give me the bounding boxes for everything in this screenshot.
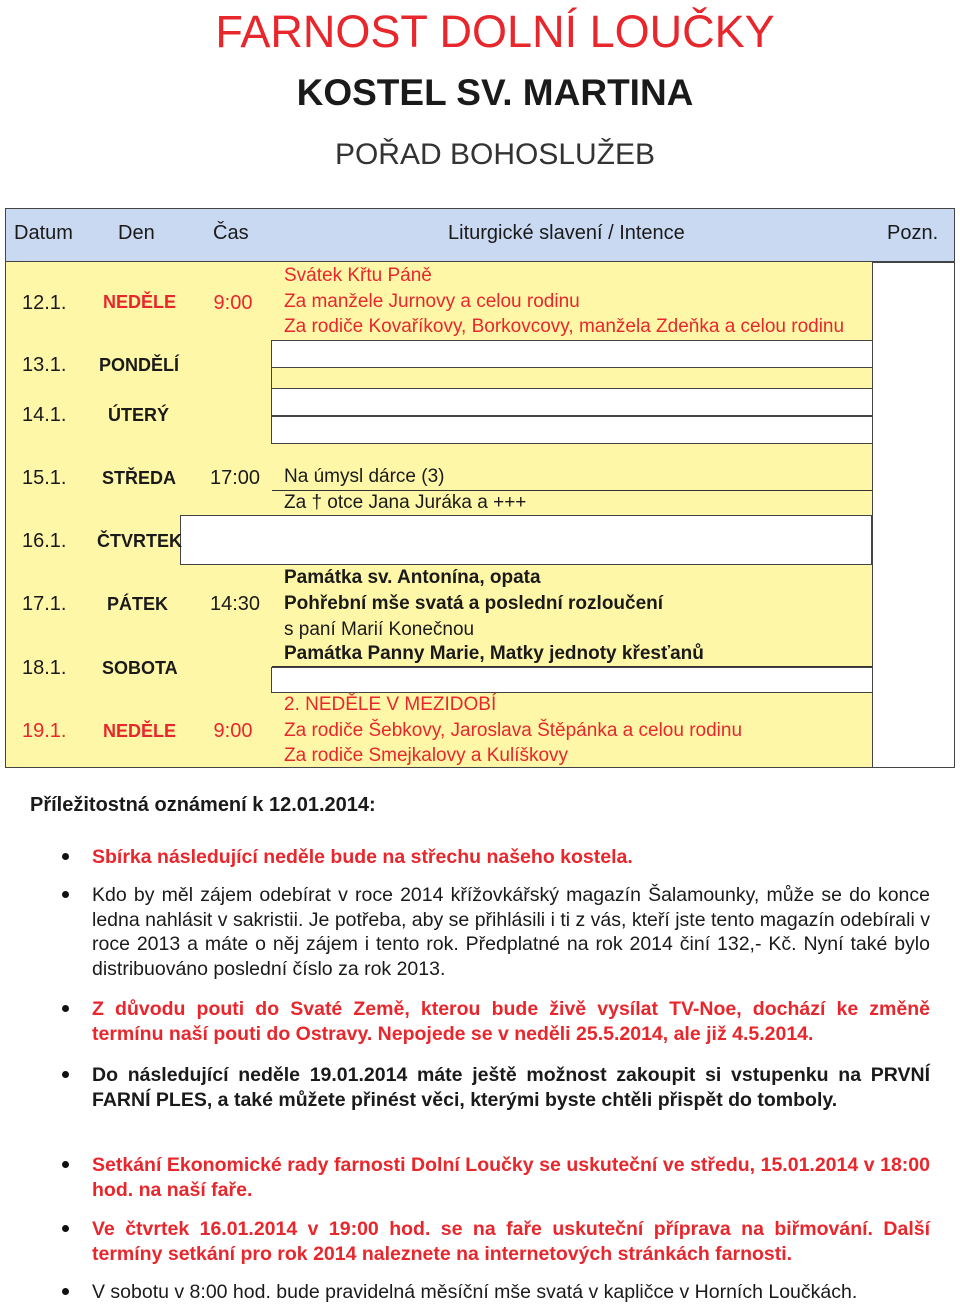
parish-title: FARNOST DOLNÍ LOUČKY xyxy=(215,6,775,57)
announcement-item: Ve čtvrtek 16.01.2014 v 19:00 hod. se na faře uskuteční příprava na biřmování. Další termíny setkání pro rok 2014 naleznete na internetových stránkách farnosti. xyxy=(92,1218,930,1265)
col-header-date: Datum xyxy=(14,222,73,244)
row-divider xyxy=(272,666,872,667)
feast-name: Památka sv. Antonína, opata xyxy=(284,567,541,588)
bullet-icon xyxy=(62,891,69,898)
col-header-liturgy: Liturgické slavení / Intence xyxy=(448,222,685,244)
row-time: 17:00 xyxy=(209,467,261,489)
row-date: 16.1. xyxy=(22,530,67,552)
announcement-item: Z důvodu pouti do Svaté Země, kterou bude živě vysílat TV-Noe, dochází ke změně termínu naší pouti do Ostravy. Nepojede se v neděli 25.5.2014, ale již 4.5.2014. xyxy=(92,998,930,1045)
row-divider xyxy=(272,490,872,491)
feast-name: Památka Panny Marie, Matky jednoty křesťanů xyxy=(284,643,704,664)
row-day: PONDĚLÍ xyxy=(99,355,180,375)
row-date: 13.1. xyxy=(22,354,67,376)
bullet-icon xyxy=(62,1071,69,1078)
col-header-time: Čas xyxy=(213,222,249,244)
intention: Za rodiče Kovaříkovy, Borkovcovy, manžela Zdeňka a celou rodinu xyxy=(284,316,845,337)
bullet-icon xyxy=(62,853,69,860)
bullet-icon xyxy=(62,1225,69,1232)
row-time: 9:00 xyxy=(213,292,253,314)
blank-cell-thu xyxy=(180,515,872,565)
church-title: KOSTEL SV. MARTINA xyxy=(296,72,694,113)
row-day: PÁTEK xyxy=(107,594,169,614)
row-date: 12.1. xyxy=(22,292,67,314)
row-day: SOBOTA xyxy=(102,658,178,678)
col-header-day: Den xyxy=(118,222,155,244)
feast-name: Svátek Křtu Páně xyxy=(284,265,432,286)
intention: Na úmysl dárce (3) xyxy=(284,466,445,487)
row-day: STŘEDA xyxy=(102,468,177,488)
bullet-icon xyxy=(62,1005,69,1012)
row-day: ČTVRTEK xyxy=(97,531,182,551)
announcement-item: V sobotu v 8:00 hod. bude pravidelná měsíční mše svatá v kapličce v Horních Loučkách. xyxy=(92,1281,858,1303)
intention: s paní Marií Konečnou xyxy=(284,619,475,640)
col-header-note: Pozn. xyxy=(887,222,939,244)
intention: Pohřební mše svatá a poslední rozloučení xyxy=(284,593,664,614)
row-date: 18.1. xyxy=(22,657,67,679)
row-date: 14.1. xyxy=(22,404,67,426)
intention: Za manžele Jurnovy a celou rodinu xyxy=(284,291,580,312)
row-date: 17.1. xyxy=(22,593,67,615)
announcement-item: Setkání Ekonomické rady farnosti Dolní Loučky se uskuteční ve středu, 15.01.2014 v 18:00 hod. na naší faře. xyxy=(92,1154,930,1201)
row-day: NEDĚLE xyxy=(103,721,177,741)
schedule-subtitle: POŘAD BOHOSLUŽEB xyxy=(334,138,656,171)
announcement-item: Do následující neděle 19.01.2014 máte ještě možnost zakoupit si vstupenku na PRVNÍ FARNÍ PLES, a také můžete přinést věci, kterými byste chtěli přispět do tomboly. xyxy=(92,1064,930,1111)
bullet-icon xyxy=(62,1288,69,1295)
intention: Za † otce Jana Juráka a +++ xyxy=(284,492,527,513)
note-column xyxy=(872,262,955,768)
bullet-icon xyxy=(62,1161,69,1168)
row-date: 15.1. xyxy=(22,467,67,489)
row-time: 9:00 xyxy=(213,720,253,742)
blank-line-tue-a xyxy=(271,388,873,416)
announcement-item: Sbírka následující neděle bude na střechu našeho kostela. xyxy=(92,846,633,868)
intention: Za rodiče Smejkalovy a Kulíškovy xyxy=(284,745,569,766)
blank-line-mon xyxy=(271,340,873,368)
row-day: ÚTERÝ xyxy=(108,405,170,425)
feast-name: 2. NEDĚLE V MEZIDOBÍ xyxy=(284,694,497,715)
announcements-title: Příležitostná oznámení k 12.01.2014: xyxy=(30,794,376,816)
blank-line-tue-b xyxy=(271,416,873,444)
row-date: 19.1. xyxy=(22,720,67,742)
announcement-item: Kdo by měl zájem odebírat v roce 2014 křížovkářský magazín Šalamounky, může se do konce ledna nahlásit v sakristii. Je potřeba, aby se přihlásili i ti z vás, kteří jste tento magazín odebírali v roce 2013 a máte o něj zájem i tento rok. Předplatné na rok 2014 činí 132,- Kč. Nyní také bylo distribuováno poslední číslo za rok 2013. xyxy=(92,884,930,980)
row-day: NEDĚLE xyxy=(103,292,177,312)
blank-line-sat xyxy=(271,667,873,693)
intention: Za rodiče Šebkovy, Jaroslava Štěpánka a celou rodinu xyxy=(284,720,743,741)
row-time: 14:30 xyxy=(209,593,261,615)
